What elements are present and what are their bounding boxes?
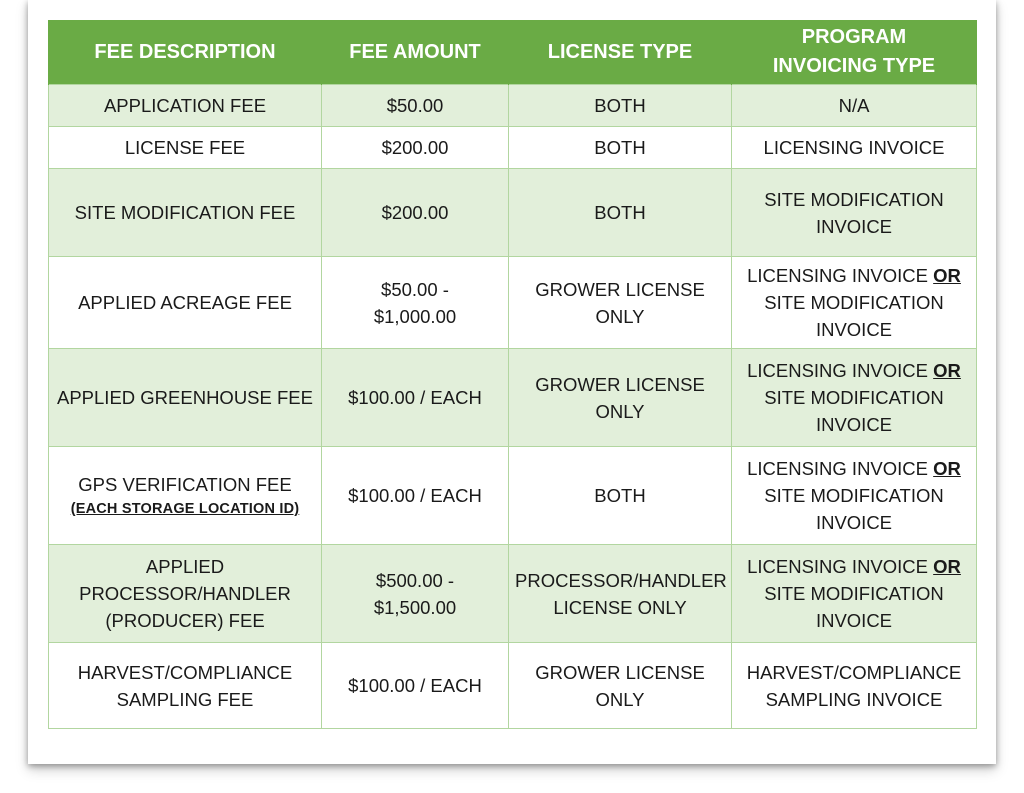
cell-line: INVOICE: [815, 215, 893, 237]
table-header: [49, 20, 977, 85]
cell-line: APPLIED: [145, 556, 225, 577]
cell-line: ONLY: [595, 305, 645, 327]
cell-line: PROCESSOR/HANDLER: [79, 583, 291, 604]
table-row: [49, 643, 977, 729]
cell-description: APPLIED ACREAGE FEE: [49, 257, 322, 349]
table-body: [49, 85, 977, 729]
cell-line: SAMPLING FEE: [116, 688, 254, 710]
cell-amount: $50.00: [322, 85, 509, 127]
cell-line: INVOICE: [815, 319, 893, 340]
fee-schedule-sheet: [28, 0, 996, 764]
cell-description: SITE MODIFICATION FEE: [49, 169, 322, 257]
cell-line: ONLY: [595, 688, 645, 710]
cell-license-type: BOTH: [509, 85, 732, 127]
cell-license-type: [509, 545, 732, 643]
cell-text: LICENSING INVOICE: [747, 458, 929, 479]
cell-line: GROWER LICENSE: [535, 373, 705, 395]
column-header-program-invoicing-type: [732, 20, 977, 85]
cell-license-type: BOTH: [509, 447, 732, 545]
cell-description: [49, 643, 322, 729]
cell-invoicing-type: [732, 349, 977, 447]
cell-license-type: BOTH: [509, 169, 732, 257]
column-header-fee-description: FEE DESCRIPTION: [49, 20, 322, 85]
cell-description: [49, 447, 322, 545]
cell-text: LICENSING INVOICE: [747, 360, 929, 381]
cell-invoicing-type: N/A: [732, 85, 977, 127]
cell-description: APPLIED GREENHOUSE FEE: [49, 349, 322, 447]
cell-invoicing-type: [732, 643, 977, 729]
cell-note: (EACH STORAGE LOCATION ID): [70, 501, 300, 517]
cell-line: $50.00 -: [381, 278, 449, 300]
cell-line: (PRODUCER) FEE: [105, 610, 265, 631]
cell-line: [738, 262, 970, 289]
cell-amount: [322, 545, 509, 643]
header-line: PROGRAM: [801, 26, 907, 48]
fee-table: [48, 20, 977, 729]
cell-amount: $100.00 / EACH: [322, 349, 509, 447]
cell-text: LICENSING INVOICE: [747, 556, 929, 577]
cell-line: ONLY: [595, 400, 645, 422]
cell-line: [738, 553, 970, 580]
cell-invoicing-type: LICENSING INVOICE: [732, 127, 977, 169]
cell-line: INVOICE: [815, 414, 893, 435]
cell-line: SITE MODIFICATION: [764, 387, 944, 408]
cell-line: INVOICE: [815, 610, 893, 631]
cell-line: $1,000.00: [373, 305, 457, 327]
cell-description: [49, 545, 322, 643]
cell-amount: $100.00 / EACH: [322, 447, 509, 545]
or-emphasis: OR: [933, 265, 961, 286]
or-emphasis: OR: [933, 556, 961, 577]
cell-line: GPS VERIFICATION FEE: [78, 474, 292, 495]
cell-line: SITE MODIFICATION: [764, 292, 944, 313]
cell-line: $1,500.00: [373, 596, 457, 618]
column-header-license-type: LICENSE TYPE: [509, 20, 732, 85]
cell-invoicing-type: [732, 169, 977, 257]
cell-line: SITE MODIFICATION: [764, 583, 944, 604]
cell-line: SAMPLING INVOICE: [765, 688, 943, 710]
table-row: [49, 169, 977, 257]
table-row: [49, 85, 977, 127]
cell-license-type: [509, 643, 732, 729]
cell-text: LICENSING INVOICE: [747, 265, 929, 286]
column-header-fee-amount: FEE AMOUNT: [322, 20, 509, 85]
header-row: [49, 20, 977, 85]
cell-license-type: [509, 257, 732, 349]
cell-line: GROWER LICENSE: [535, 278, 705, 300]
cell-line: GROWER LICENSE: [535, 661, 705, 683]
table-row: [49, 447, 977, 545]
or-emphasis: OR: [933, 458, 961, 479]
table-row: [49, 349, 977, 447]
cell-amount: $200.00: [322, 169, 509, 257]
cell-line: INVOICE: [815, 512, 893, 533]
table-row: [49, 257, 977, 349]
cell-line: PROCESSOR/HANDLER: [515, 569, 727, 591]
cell-description: LICENSE FEE: [49, 127, 322, 169]
table-row: [49, 545, 977, 643]
cell-line: $500.00 -: [375, 569, 455, 591]
cell-invoicing-type: [732, 545, 977, 643]
cell-amount: [322, 257, 509, 349]
cell-amount: $100.00 / EACH: [322, 643, 509, 729]
cell-line: HARVEST/COMPLIANCE: [77, 661, 293, 683]
cell-line: SITE MODIFICATION: [764, 188, 944, 210]
or-emphasis: OR: [933, 360, 961, 381]
cell-line: LICENSE ONLY: [553, 596, 687, 618]
cell-line: [738, 357, 970, 384]
cell-amount: $200.00: [322, 127, 509, 169]
cell-license-type: [509, 349, 732, 447]
table-row: [49, 127, 977, 169]
cell-license-type: BOTH: [509, 127, 732, 169]
cell-line: HARVEST/COMPLIANCE: [746, 661, 962, 683]
cell-line: SITE MODIFICATION: [764, 485, 944, 506]
cell-invoicing-type: [732, 447, 977, 545]
header-line: INVOICING TYPE: [772, 55, 936, 77]
cell-invoicing-type: [732, 257, 977, 349]
cell-line: [738, 455, 970, 482]
cell-description: APPLICATION FEE: [49, 85, 322, 127]
